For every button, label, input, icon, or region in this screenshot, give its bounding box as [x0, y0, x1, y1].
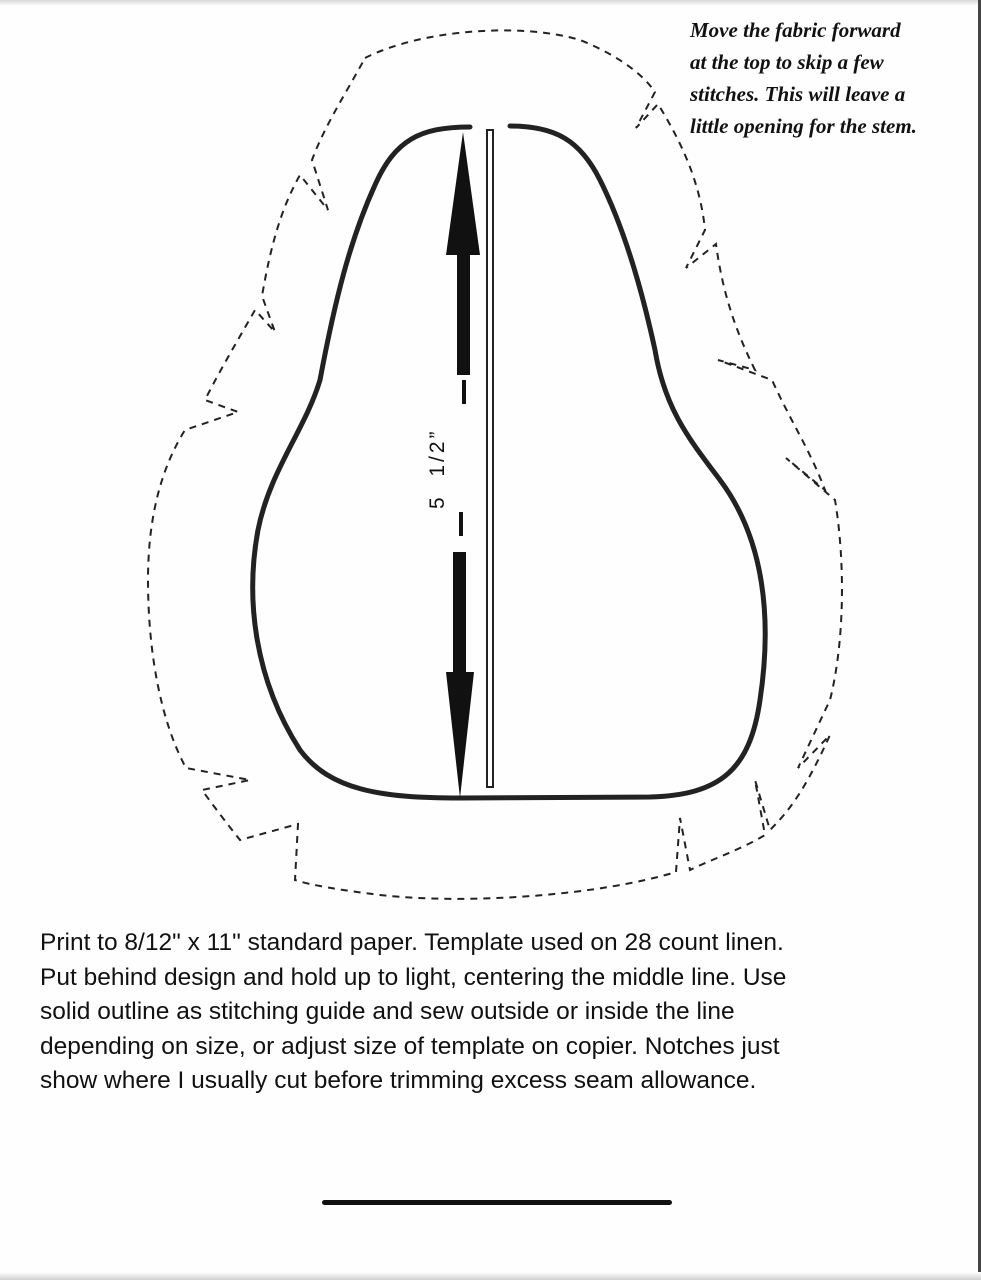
instruction-line: solid outline as stitching guide and sew outside or inside the line	[40, 998, 735, 1025]
upper-arrow-head	[446, 132, 480, 255]
bottom-divider-line	[322, 1200, 672, 1205]
lower-arrow-head	[446, 672, 474, 798]
lower-arrow-tail	[459, 512, 463, 536]
instruction-line: show where I usually cut before trimming excess seam allowance.	[40, 1067, 757, 1094]
upper-arrow-shaft	[457, 255, 470, 375]
seam-allowance-dashed-outline	[148, 30, 842, 898]
instruction-line: Put behind design and hold up to light, centering the middle line. Use	[40, 963, 787, 991]
upper-arrow-tail	[462, 380, 466, 404]
template-instructions	[40, 926, 970, 1099]
instruction-line: Print to 8/12" x 11" standard paper. Template used on 28 count linen.	[40, 929, 784, 956]
height-measurement-label: 5 1/2”	[426, 428, 449, 509]
stem-opening-note: Move the fabric forward at the top to skip a few stitches. This will leave a little opening for the stem.	[690, 18, 917, 138]
lower-arrow-shaft	[453, 552, 466, 672]
instruction-line: depending on size, or adjust size of template on copier. Notches just	[40, 1032, 780, 1060]
pear-solid-outline	[253, 126, 765, 798]
center-guide-line	[487, 130, 493, 787]
